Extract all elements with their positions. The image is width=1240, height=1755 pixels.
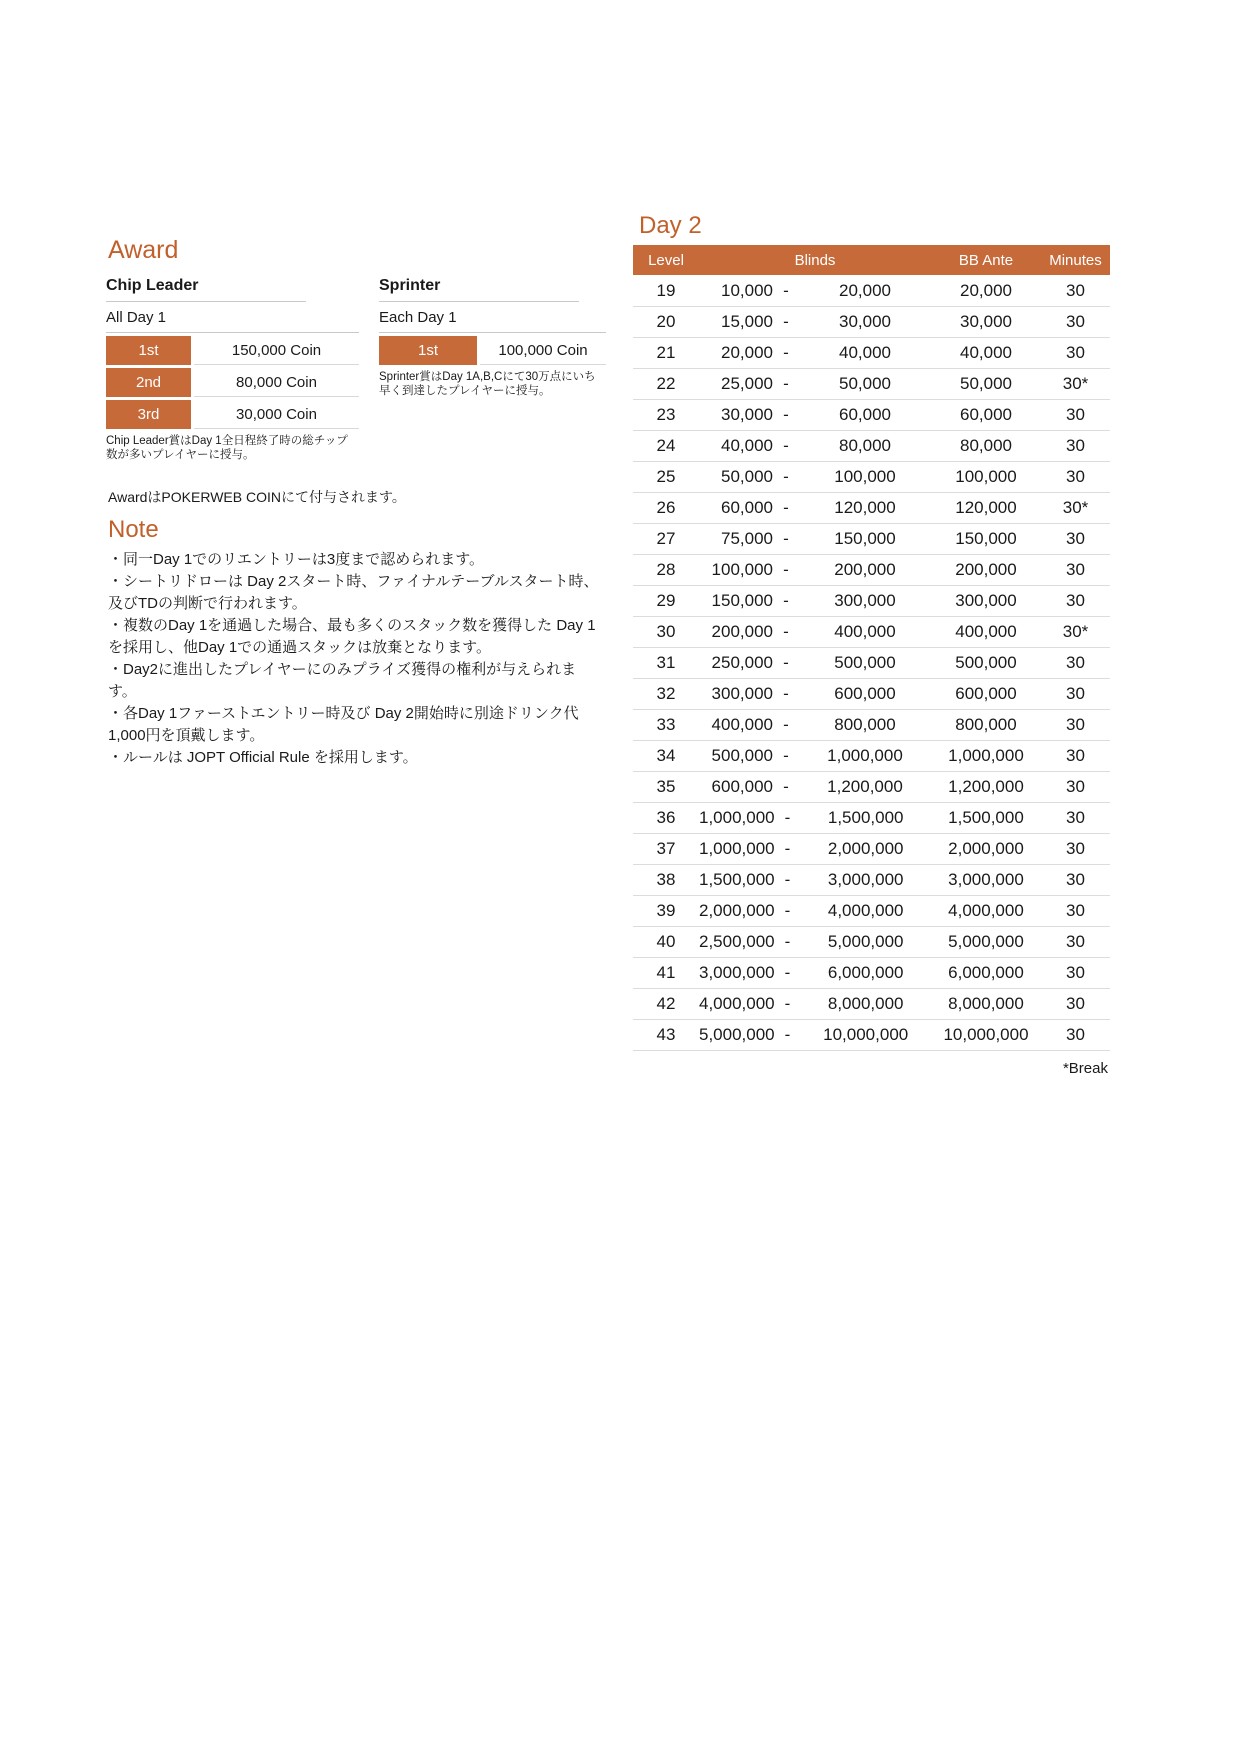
small-blind-value: 250,000 <box>711 653 773 672</box>
level-cell: 22 <box>656 374 676 393</box>
day2-row <box>633 586 1110 617</box>
small-blind-value: 1,500,000 <box>699 870 775 889</box>
small-blind-value: 3,000,000 <box>699 963 775 982</box>
minutes-cell: 30 <box>1066 746 1085 765</box>
blinds-cell <box>699 591 931 611</box>
minutes-cell: 30 <box>1066 343 1085 362</box>
blinds-dash-separator: - <box>783 529 789 548</box>
small-blind-value: 300,000 <box>711 684 773 703</box>
day2-col-minutes: Minutes <box>1049 251 1102 269</box>
blinds-dash-separator: - <box>783 312 789 331</box>
blinds-dash-separator: - <box>783 374 789 393</box>
day2-header-row <box>633 245 1110 275</box>
small-blind-value: 2,000,000 <box>699 901 775 920</box>
level-cell: 42 <box>656 994 676 1013</box>
level-cell: 31 <box>656 653 676 672</box>
big-blind-value: 50,000 <box>839 374 891 393</box>
bb-ante-cell: 200,000 <box>955 560 1017 579</box>
day2-row <box>633 958 1110 989</box>
bb-ante-cell: 2,000,000 <box>948 839 1024 858</box>
note-item: ・同一Day 1でのリエントリーは3度まで認められます。 <box>108 551 485 568</box>
blinds-cell <box>699 622 931 642</box>
small-blind-value: 25,000 <box>721 374 773 393</box>
big-blind-value: 1,000,000 <box>827 746 903 765</box>
award-row <box>106 336 359 365</box>
blinds-cell <box>699 901 931 921</box>
big-blind-value: 6,000,000 <box>827 963 904 982</box>
chip-leader-note: Chip Leader賞はDay 1全日程終了時の総チップ数が多いプレイヤーに授与。 <box>106 435 348 461</box>
blinds-cell <box>699 529 931 549</box>
big-blind-value: 2,000,000 <box>827 839 904 858</box>
level-cell: 34 <box>656 746 676 765</box>
minutes-cell: 30 <box>1066 901 1085 920</box>
blinds-dash-separator: - <box>784 808 791 827</box>
level-cell: 30 <box>656 622 676 641</box>
minutes-cell: 30 <box>1066 777 1085 796</box>
blinds-cell <box>699 560 931 580</box>
award-row <box>106 368 359 397</box>
level-cell: 33 <box>656 715 676 734</box>
small-blind-value: 500,000 <box>711 746 773 765</box>
bb-ante-cell: 100,000 <box>955 467 1017 486</box>
small-blind-value: 200,000 <box>711 622 773 641</box>
level-cell: 35 <box>656 777 676 796</box>
big-blind-value: 80,000 <box>839 436 891 455</box>
level-cell: 23 <box>656 405 676 424</box>
award-prize-cell: 100,000 Coin <box>480 336 606 365</box>
blinds-dash-separator: - <box>783 653 789 672</box>
minutes-cell: 30 <box>1066 405 1085 424</box>
blinds-cell <box>699 963 931 983</box>
note-item: ・Day2に進出したプレイヤーにのみプライズ獲得の権利が与えられます。 <box>108 661 577 700</box>
bb-ante-cell: 3,000,000 <box>948 870 1024 889</box>
minutes-cell: 30 <box>1066 994 1085 1013</box>
bb-ante-cell: 500,000 <box>955 653 1017 672</box>
big-blind-value: 300,000 <box>834 591 896 610</box>
day2-row <box>633 307 1110 338</box>
level-cell: 40 <box>656 932 676 951</box>
level-cell: 36 <box>656 808 676 827</box>
minutes-cell: 30 <box>1066 932 1085 951</box>
minutes-cell: 30 <box>1066 560 1085 579</box>
day2-row <box>633 524 1110 555</box>
blinds-cell <box>699 405 931 425</box>
minutes-cell: 30 <box>1066 715 1085 734</box>
break-footnote: *Break <box>1062 1060 1108 1077</box>
small-blind-value: 150,000 <box>711 591 773 610</box>
bb-ante-cell: 60,000 <box>960 405 1012 424</box>
blinds-dash-separator: - <box>784 1025 791 1044</box>
level-cell: 32 <box>656 684 676 703</box>
note-section-title: Note <box>108 516 159 543</box>
big-blind-value: 8,000,000 <box>827 994 904 1013</box>
blinds-dash-separator: - <box>783 560 789 579</box>
sprinter-subtitle: Each Day 1 <box>379 309 606 333</box>
big-blind-value: 500,000 <box>834 653 896 672</box>
small-blind-value: 75,000 <box>721 529 773 548</box>
day2-row <box>633 1020 1110 1051</box>
blinds-dash-separator: - <box>783 591 789 610</box>
bb-ante-cell: 4,000,000 <box>948 901 1024 920</box>
big-blind-value: 120,000 <box>834 498 896 517</box>
minutes-cell: 30 <box>1066 467 1085 486</box>
big-blind-value: 600,000 <box>834 684 896 703</box>
level-cell: 28 <box>656 560 676 579</box>
minutes-cell: 30 <box>1066 963 1085 982</box>
big-blind-value: 30,000 <box>839 312 891 331</box>
small-blind-value: 60,000 <box>721 498 773 517</box>
blinds-cell <box>699 870 931 890</box>
big-blind-value: 10,000,000 <box>823 1025 909 1044</box>
bb-ante-cell: 400,000 <box>955 622 1017 641</box>
day2-row <box>633 338 1110 369</box>
day2-row <box>633 803 1110 834</box>
day2-row <box>633 927 1110 958</box>
minutes-cell: 30 <box>1066 839 1085 858</box>
day2-col-bb-ante: BB Ante <box>958 251 1014 269</box>
note-item: ・シートリドローは Day 2スタート時、ファイナルテーブルスタート時、及びTDの判断で行われます。 <box>108 573 599 612</box>
sprinter-rows <box>379 336 606 365</box>
minutes-cell: 30* <box>1062 374 1089 393</box>
bb-ante-cell: 150,000 <box>955 529 1017 548</box>
blinds-dash-separator: - <box>783 343 789 362</box>
bb-ante-cell: 50,000 <box>960 374 1012 393</box>
big-blind-value: 5,000,000 <box>827 932 904 951</box>
blinds-dash-separator: - <box>783 498 789 517</box>
award-prize-cell: 150,000 Coin <box>194 336 359 365</box>
minutes-cell: 30 <box>1066 808 1085 827</box>
bb-ante-cell: 6,000,000 <box>948 963 1024 982</box>
sprinter-card <box>379 277 606 398</box>
small-blind-value: 30,000 <box>721 405 773 424</box>
small-blind-value: 50,000 <box>721 467 773 486</box>
bb-ante-cell: 1,000,000 <box>948 746 1024 765</box>
blinds-cell <box>699 1025 931 1045</box>
award-place-cell: 1st <box>379 336 480 365</box>
blinds-dash-separator: - <box>783 467 789 486</box>
big-blind-value: 40,000 <box>839 343 891 362</box>
minutes-cell: 30 <box>1066 1025 1085 1044</box>
big-blind-value: 150,000 <box>834 529 896 548</box>
day2-row <box>633 834 1110 865</box>
blinds-cell <box>699 281 931 301</box>
bb-ante-cell: 40,000 <box>960 343 1012 362</box>
bb-ante-cell: 20,000 <box>960 281 1012 300</box>
blinds-cell <box>699 746 931 766</box>
big-blind-value: 1,500,000 <box>827 808 904 827</box>
bb-ante-cell: 80,000 <box>960 436 1012 455</box>
minutes-cell: 30* <box>1062 498 1089 517</box>
big-blind-value: 20,000 <box>839 281 891 300</box>
blinds-dash-separator: - <box>783 746 789 765</box>
day2-row <box>633 989 1110 1020</box>
big-blind-value: 4,000,000 <box>827 901 904 920</box>
minutes-cell: 30 <box>1066 591 1085 610</box>
bb-ante-cell: 30,000 <box>960 312 1012 331</box>
small-blind-value: 1,000,000 <box>699 808 775 827</box>
level-cell: 37 <box>656 839 676 858</box>
day2-col-level: Level <box>648 251 684 269</box>
day2-row <box>633 865 1110 896</box>
bb-ante-cell: 300,000 <box>955 591 1017 610</box>
minutes-cell: 30 <box>1066 281 1085 300</box>
level-cell: 21 <box>656 343 676 362</box>
blinds-cell <box>699 839 931 859</box>
day2-row <box>633 741 1110 772</box>
day2-row <box>633 276 1110 307</box>
big-blind-value: 1,200,000 <box>827 777 903 796</box>
bb-ante-cell: 8,000,000 <box>948 994 1024 1013</box>
day2-rows <box>633 276 1110 1051</box>
level-cell: 29 <box>656 591 676 610</box>
big-blind-value: 800,000 <box>834 715 896 734</box>
bb-ante-cell: 1,500,000 <box>948 808 1024 827</box>
award-place-cell: 3rd <box>106 400 194 429</box>
day2-row <box>633 710 1110 741</box>
blinds-cell <box>699 343 931 363</box>
day2-row <box>633 462 1110 493</box>
small-blind-value: 20,000 <box>721 343 773 362</box>
blinds-dash-separator: - <box>783 715 789 734</box>
bb-ante-cell: 10,000,000 <box>943 1025 1029 1044</box>
sprinter-title: Sprinter <box>379 277 579 302</box>
level-cell: 26 <box>656 498 676 517</box>
blinds-cell <box>699 715 931 735</box>
minutes-cell: 30 <box>1066 529 1085 548</box>
small-blind-value: 400,000 <box>711 715 773 734</box>
note-item: ・各Day 1ファーストエントリー時及び Day 2開始時に別途ドリンク代 1,000円を頂戴します。 <box>108 705 579 744</box>
level-cell: 43 <box>656 1025 676 1044</box>
day2-title: Day 2 <box>639 212 702 239</box>
small-blind-value: 600,000 <box>711 777 773 796</box>
big-blind-value: 100,000 <box>834 467 896 486</box>
big-blind-value: 400,000 <box>834 622 896 641</box>
chip-leader-title: Chip Leader <box>106 277 306 302</box>
day2-row <box>633 431 1110 462</box>
note-list <box>108 549 600 769</box>
level-cell: 20 <box>656 312 676 331</box>
level-cell: 39 <box>656 901 676 920</box>
blinds-dash-separator: - <box>783 777 789 796</box>
blinds-dash-separator: - <box>784 870 791 889</box>
small-blind-value: 2,500,000 <box>699 932 775 951</box>
blinds-dash-separator: - <box>783 684 789 703</box>
blinds-dash-separator: - <box>783 436 789 455</box>
blinds-cell <box>699 312 931 332</box>
level-cell: 41 <box>656 963 676 982</box>
minutes-cell: 30 <box>1066 684 1085 703</box>
sprinter-note: Sprinter賞はDay 1A,B,Cにて30万点にいち早く到達したプレイヤーに授与。 <box>379 371 596 397</box>
award-prize-cell: 30,000 Coin <box>194 400 359 429</box>
blinds-cell <box>699 777 931 797</box>
blinds-cell <box>699 498 931 518</box>
day2-row <box>633 555 1110 586</box>
blinds-dash-separator: - <box>783 281 789 300</box>
blinds-dash-separator: - <box>783 405 789 424</box>
blinds-cell <box>699 808 931 828</box>
day2-row <box>633 493 1110 524</box>
day2-row <box>633 648 1110 679</box>
note-item: ・ルールは JOPT Official Rule を採用します。 <box>108 749 418 766</box>
day2-row <box>633 369 1110 400</box>
award-row <box>379 336 606 365</box>
award-row <box>106 400 359 429</box>
award-place-cell: 2nd <box>106 368 194 397</box>
level-cell: 27 <box>656 529 676 548</box>
day2-row <box>633 617 1110 648</box>
minutes-cell: 30 <box>1066 653 1085 672</box>
big-blind-value: 3,000,000 <box>827 870 904 889</box>
small-blind-value: 4,000,000 <box>699 994 775 1013</box>
day2-col-blinds: Blinds <box>794 251 836 269</box>
bb-ante-cell: 800,000 <box>955 715 1017 734</box>
day2-row <box>633 772 1110 803</box>
small-blind-value: 100,000 <box>711 560 773 579</box>
level-cell: 19 <box>656 281 676 300</box>
small-blind-value: 5,000,000 <box>699 1025 775 1044</box>
chip-leader-rows <box>106 336 359 429</box>
small-blind-value: 40,000 <box>721 436 773 455</box>
big-blind-value: 200,000 <box>834 560 896 579</box>
minutes-cell: 30 <box>1066 436 1085 455</box>
bb-ante-cell: 5,000,000 <box>948 932 1024 951</box>
blinds-dash-separator: - <box>783 622 789 641</box>
blinds-dash-separator: - <box>784 901 791 920</box>
blinds-dash-separator: - <box>784 932 791 951</box>
blinds-cell <box>699 932 931 952</box>
award-prize-cell: 80,000 Coin <box>194 368 359 397</box>
day2-row <box>633 896 1110 927</box>
blinds-cell <box>699 467 931 487</box>
chip-leader-card <box>106 277 359 462</box>
minutes-cell: 30 <box>1066 870 1085 889</box>
award-section-title: Award <box>108 236 179 264</box>
blinds-cell <box>699 994 931 1014</box>
small-blind-value: 15,000 <box>721 312 773 331</box>
minutes-cell: 30 <box>1066 312 1085 331</box>
blinds-cell <box>699 653 931 673</box>
level-cell: 24 <box>656 436 676 455</box>
note-item: ・複数のDay 1を通過した場合、最も多くのスタック数を獲得した Day 1を採用し、他Day 1での通過スタックは放棄となります。 <box>108 617 596 656</box>
small-blind-value: 10,000 <box>721 281 773 300</box>
award-footer-note: AwardはPOKERWEB COINにて付与されます。 <box>108 489 406 505</box>
blinds-dash-separator: - <box>784 994 791 1013</box>
bb-ante-cell: 120,000 <box>955 498 1017 517</box>
small-blind-value: 1,000,000 <box>699 839 775 858</box>
day2-row <box>633 400 1110 431</box>
award-place-cell: 1st <box>106 336 194 365</box>
chip-leader-subtitle: All Day 1 <box>106 309 359 333</box>
level-cell: 38 <box>656 870 676 889</box>
blinds-cell <box>699 374 931 394</box>
blinds-cell <box>699 684 931 704</box>
big-blind-value: 60,000 <box>839 405 891 424</box>
day2-section <box>633 212 1110 1077</box>
blinds-dash-separator: - <box>784 839 791 858</box>
blinds-cell <box>699 436 931 456</box>
bb-ante-cell: 1,200,000 <box>948 777 1024 796</box>
bb-ante-cell: 600,000 <box>955 684 1017 703</box>
level-cell: 25 <box>656 467 676 486</box>
day2-row <box>633 679 1110 710</box>
minutes-cell: 30* <box>1062 622 1089 641</box>
blinds-dash-separator: - <box>784 963 791 982</box>
